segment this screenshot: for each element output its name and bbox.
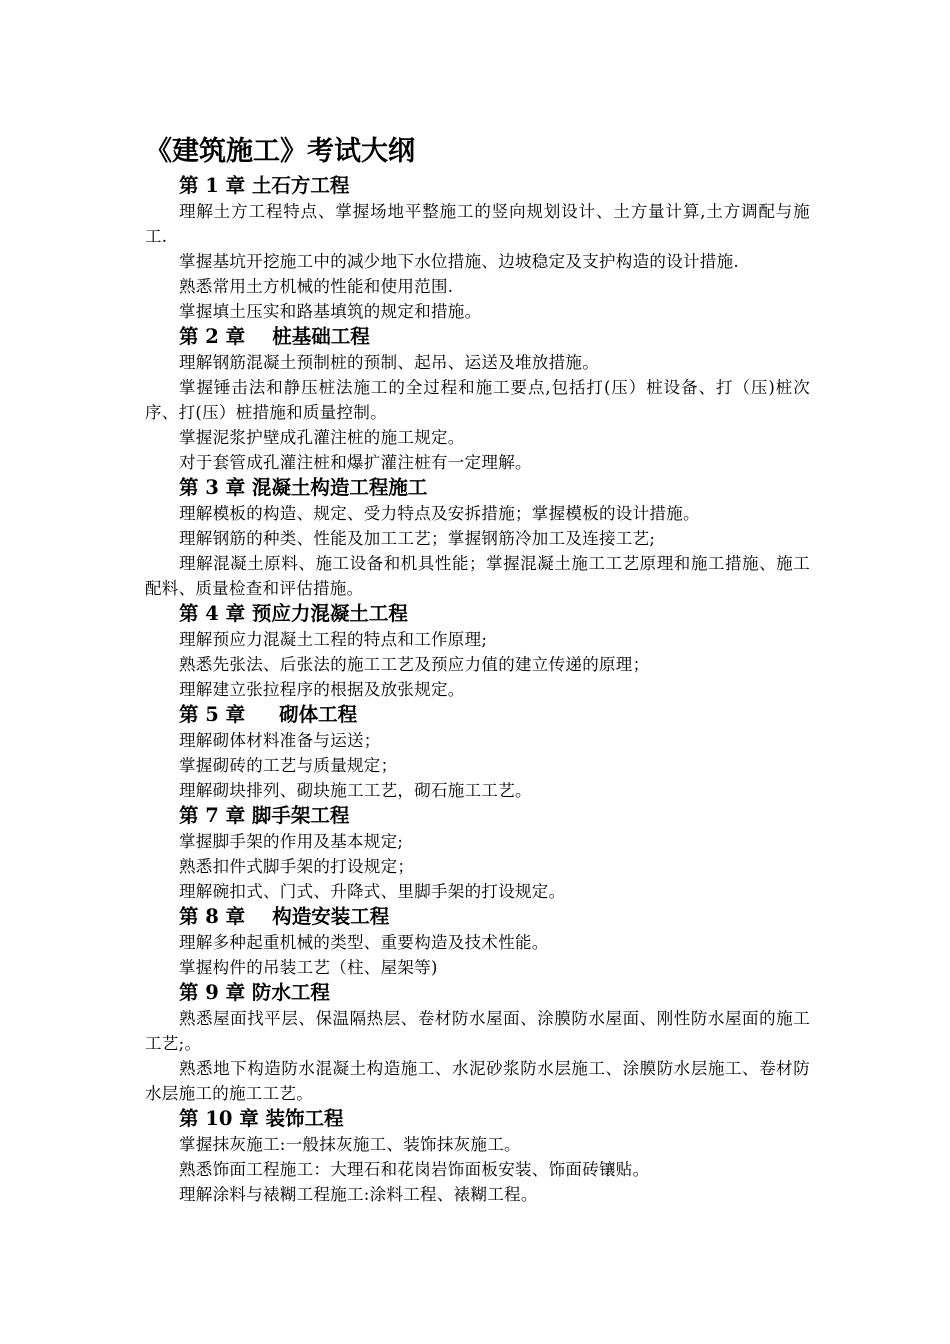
chapter-paragraph: 掌握锤击法和静压桩法施工的全过程和施工要点,包括打(压）桩设备、打（压)桩次序、打(压）桩措施和质量控制。 [145, 378, 810, 422]
chapter-title: 第 4 章 预应力混凝土工程 [179, 602, 408, 625]
chapter-paragraph: 理解钢筋的种类、性能及加工工艺；掌握钢筋冷加工及连接工艺; [179, 529, 656, 548]
chapter-section [145, 173, 810, 324]
chapter-paragraph: 熟悉屋面找平层、保温隔热层、卷材防水屋面、涂膜防水屋面、刚性防水屋面的施工工艺;。 [145, 1009, 810, 1053]
chapter-paragraph: 理解模板的构造、规定、受力特点及安拆措施；掌握模板的设计措施。 [179, 504, 700, 523]
chapter-paragraph: 理解钢筋混凝土预制桩的预制、起吊、运送及堆放措施。 [179, 353, 599, 372]
chapter-paragraph: 熟悉饰面工程施工：大理石和花岗岩饰面板安装、饰面砖镶贴。 [179, 1160, 650, 1179]
chapter-section [145, 980, 810, 1106]
chapter-section [145, 803, 810, 904]
document-title: 《建筑施工》考试大纲 [145, 136, 415, 167]
chapter-section [145, 702, 810, 803]
chapter-section [145, 475, 810, 601]
chapter-section [145, 324, 810, 475]
chapter-paragraph: 掌握填土压实和路基填筑的规定和措施。 [179, 302, 482, 321]
chapter-list [145, 173, 810, 1207]
chapter-title: 第 1 章 土石方工程 [179, 174, 350, 197]
chapter-paragraph: 对于套管成孔灌注桩和爆扩灌注桩有一定理解。 [179, 453, 532, 472]
chapter-title: 第 7 章 脚手架工程 [179, 804, 350, 827]
chapter-paragraph: 理解预应力混凝土工程的特点和工作原理; [179, 630, 488, 649]
chapter-paragraph: 掌握脚手架的作用及基本规定; [179, 832, 404, 851]
chapter-paragraph: 熟悉先张法、后张法的施工工艺及预应力值的建立传递的原理； [179, 655, 650, 674]
chapter-title: 第 9 章 防水工程 [179, 981, 330, 1004]
chapter-paragraph: 理解砌块排列、砌块施工工艺，砌石施工工艺。 [179, 781, 532, 800]
chapter-paragraph: 理解多种起重机械的类型、重要构造及技术性能。 [179, 933, 549, 952]
chapter-paragraph: 熟悉常用土方机械的性能和使用范围. [179, 277, 454, 296]
chapter-title: 第 10 章 装饰工程 [179, 1107, 344, 1130]
chapter-section [145, 601, 810, 702]
chapter-paragraph: 熟悉扣件式脚手架的打设规定； [179, 857, 415, 876]
chapter-paragraph: 理解碗扣式、门式、升降式、里脚手架的打设规定。 [179, 882, 566, 901]
chapter-paragraph: 掌握构件的吊装工艺（柱、屋架等) [179, 958, 438, 977]
chapter-paragraph: 理解混凝土原料、施工设备和机具性能；掌握混凝土施工工艺原理和施工措施、施工配料、质量检查和评估措施。 [145, 554, 810, 598]
chapter-paragraph: 熟悉地下构造防水混凝土构造施工、水泥砂浆防水层施工、涂膜防水层施工、卷材防水层施工的施工工艺。 [145, 1059, 810, 1103]
chapter-paragraph: 掌握泥浆护壁成孔灌注桩的施工规定。 [179, 428, 465, 447]
chapter-paragraph: 掌握抹灰施工:一般抹灰施工、装饰抹灰施工。 [179, 1135, 521, 1154]
chapter-paragraph: 理解建立张拉程序的根据及放张规定。 [179, 680, 465, 699]
chapter-paragraph: 理解土方工程特点、掌握场地平整施工的竖向规划设计、土方量计算,土方调配与施工. [145, 202, 810, 246]
chapter-section [145, 904, 810, 980]
chapter-title: 第 8 章 构造安装工程 [179, 905, 390, 928]
chapter-paragraph: 理解涂料与裱糊工程施工:涂料工程、裱糊工程。 [179, 1185, 538, 1204]
chapter-title: 第 3 章 混凝土构造工程施工 [179, 476, 428, 499]
chapter-title: 第 5 章 砌体工程 [179, 703, 358, 726]
chapter-paragraph: 掌握砌砖的工艺与质量规定； [179, 756, 398, 775]
chapter-paragraph: 理解砌体材料准备与运送； [179, 731, 381, 750]
document-page [145, 133, 810, 1207]
chapter-paragraph: 掌握基坑开挖施工中的减少地下水位措施、边坡稳定及支护构造的设计措施. [179, 252, 739, 271]
chapter-title: 第 2 章 桩基础工程 [179, 325, 370, 348]
chapter-section [145, 1106, 810, 1207]
